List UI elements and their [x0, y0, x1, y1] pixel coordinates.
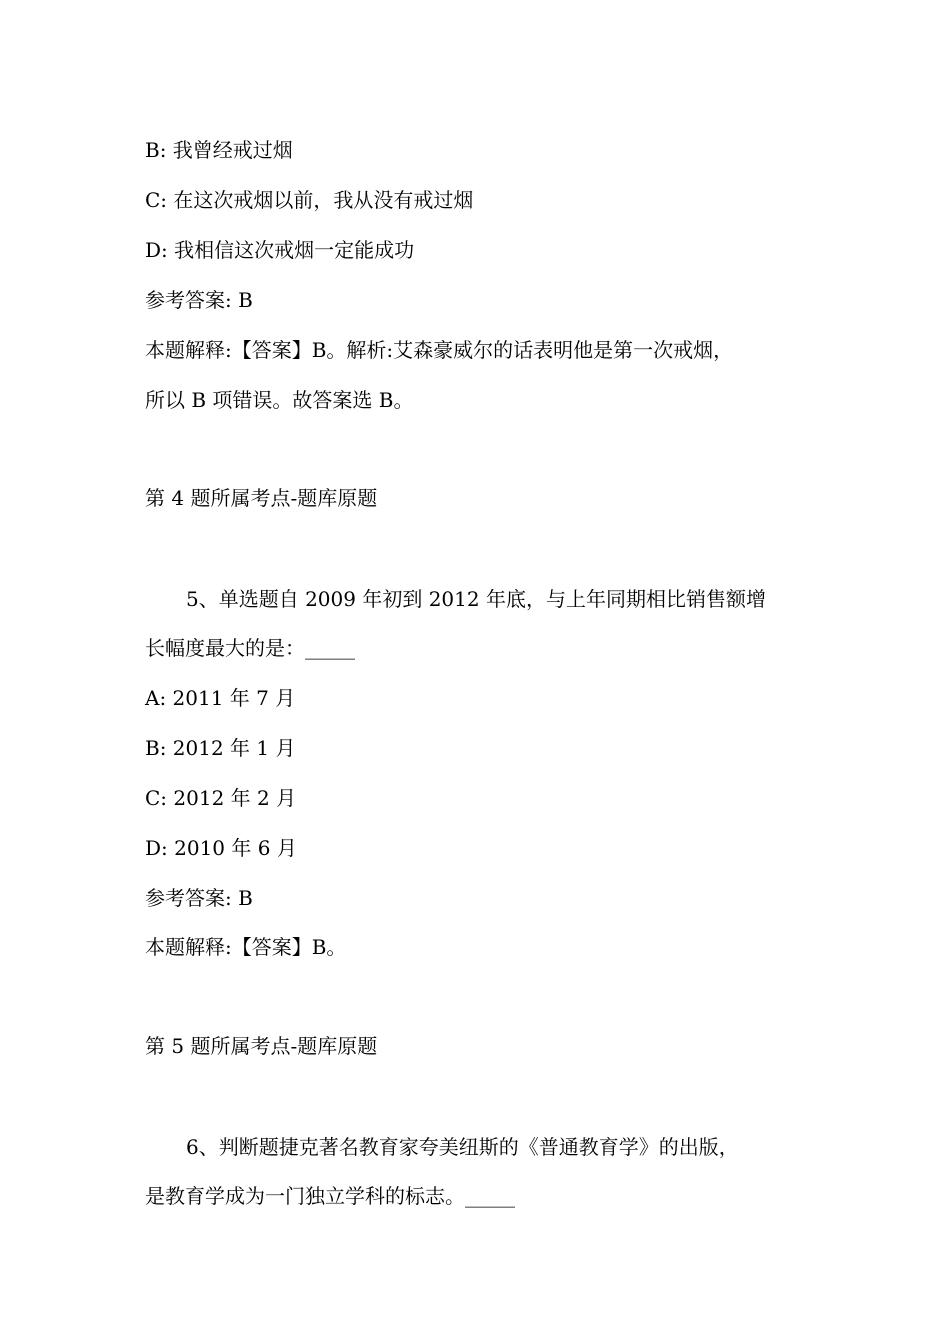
q5-topic: 第 5 题所属考点-题库原题 [145, 1034, 378, 1058]
q6-stem-line1: 6、判断题捷克著名教育家夸美纽斯的《普通教育学》的出版， [186, 1135, 739, 1159]
q5-option-a: A: 2011 年 7 月 [145, 686, 296, 710]
q4-option-c: C: 在这次戒烟以前，我从没有戒过烟 [145, 188, 474, 212]
q4-explanation-line1: 本题解释:【答案】B。解析:艾森豪威尔的话表明他是第一次戒烟， [145, 338, 734, 362]
q5-stem-line1: 5、单选题自 2009 年初到 2012 年底，与上年同期相比销售额增 [186, 587, 766, 611]
q4-topic: 第 4 题所属考点-题库原题 [145, 486, 378, 510]
q5-explanation: 本题解释:【答案】B。 [145, 935, 347, 959]
q5-option-c: C: 2012 年 2 月 [145, 786, 297, 810]
q5-stem-line2: 长幅度最大的是：_____ [145, 636, 355, 660]
q4-option-d: D: 我相信这次戒烟一定能成功 [145, 238, 415, 262]
q6-stem-line2: 是教育学成为一门独立学科的标志。_____ [145, 1184, 515, 1208]
q4-option-b: B: 我曾经戒过烟 [145, 138, 293, 162]
q5-answer: 参考答案: B [145, 886, 253, 910]
q4-explanation-line2: 所以 B 项错误。故答案选 B。 [145, 388, 414, 412]
q5-option-d: D: 2010 年 6 月 [145, 836, 297, 860]
q4-answer: 参考答案: B [145, 288, 253, 312]
q5-option-b: B: 2012 年 1 月 [145, 736, 296, 760]
